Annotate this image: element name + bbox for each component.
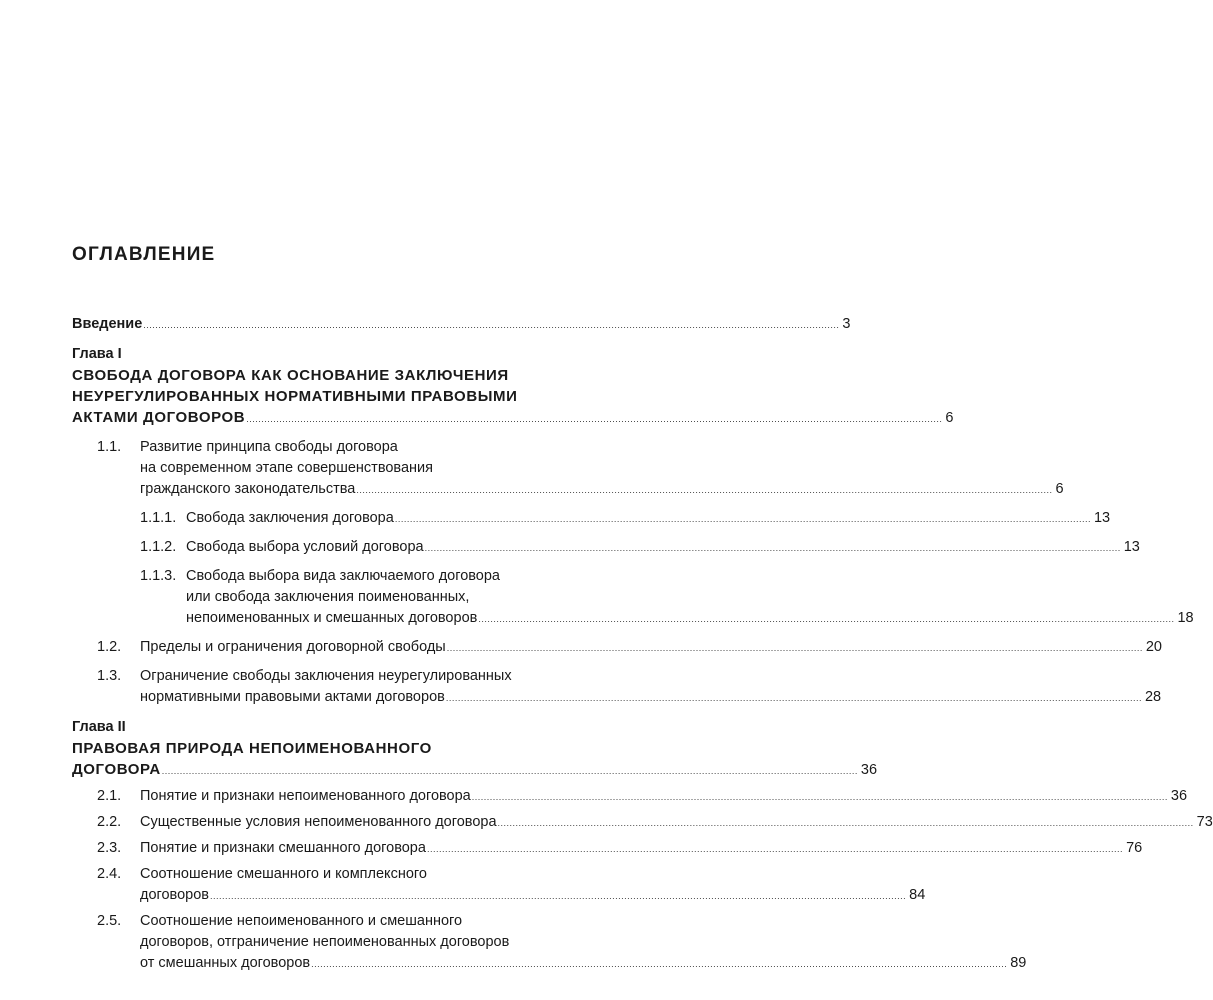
- section-title-line: Развитие принципа свободы договора: [140, 439, 398, 455]
- section-number: 2.1.: [97, 788, 122, 804]
- page-number: 76: [1126, 840, 1143, 856]
- section-title-line: Существенные условия непоименованного договора: [140, 814, 497, 830]
- section-title-line: Понятие и признаки смешанного договора: [140, 840, 426, 856]
- toc-entry-section[interactable]: [72, 666, 1162, 709]
- dot-leader: [425, 538, 1121, 559]
- section-title-line: Ограничение свободы заключения неурегулированных: [140, 668, 512, 684]
- page-number: 18: [1177, 610, 1194, 626]
- section-title-line: гражданского законодательства: [140, 481, 356, 497]
- section-number: 1.2.: [97, 639, 122, 655]
- toc-entry-section[interactable]: [72, 812, 1213, 834]
- section-number: 1.1.: [97, 439, 122, 455]
- page-number: 13: [1123, 539, 1140, 555]
- page-number: 89: [1010, 955, 1027, 971]
- page-number: 6: [1055, 481, 1064, 497]
- dot-leader: [472, 787, 1168, 808]
- dot-leader: [162, 761, 858, 782]
- section-number: 1.1.3.: [140, 568, 177, 584]
- page-number: 6: [945, 410, 954, 426]
- page-number: 28: [1144, 689, 1162, 705]
- section-title-line: Свобода выбора вида заключаемого договора: [186, 568, 500, 584]
- toc-entry-section[interactable]: [72, 786, 1188, 808]
- chapter-title-line: ДОГОВОРА: [72, 761, 161, 778]
- dot-leader: [210, 886, 906, 907]
- toc-entry-subsection[interactable]: [72, 508, 1111, 530]
- section-number: 1.3.: [97, 668, 122, 684]
- toc-entry-section[interactable]: [72, 864, 926, 907]
- toc-entry-section[interactable]: [72, 838, 1143, 860]
- section-number: 2.5.: [97, 913, 122, 929]
- chapter-title-line: АКТАМИ ДОГОВОРОВ: [72, 409, 246, 426]
- page-number: 36: [1170, 788, 1188, 804]
- section-title-line: непоименованных и смешанных договоров: [186, 610, 478, 626]
- section-title-line: Пределы и ограничения договорной свободы: [140, 639, 446, 655]
- dot-leader: [311, 954, 1007, 975]
- page-number: 20: [1145, 639, 1162, 655]
- dot-leader: [498, 813, 1194, 834]
- chapter-title-line: НЕУРЕГУЛИРОВАННЫХ НОРМАТИВНЫМИ ПРАВОВЫМИ: [72, 388, 518, 405]
- section-title-line: Свобода выбора условий договора: [186, 539, 424, 555]
- section-title-line: нормативными правовыми актами договоров: [140, 689, 445, 705]
- page-number: 84: [909, 887, 926, 903]
- dot-leader: [356, 480, 1052, 501]
- section-title-line: Свобода заключения договора: [186, 510, 394, 526]
- dot-leader: [427, 839, 1123, 860]
- dot-leader: [478, 609, 1174, 630]
- section-title-line: Соотношение непоименованного и смешанного: [140, 913, 463, 929]
- section-number: 2.2.: [97, 814, 122, 830]
- section-number: 2.3.: [97, 840, 122, 856]
- dot-leader: [143, 315, 839, 336]
- toc-entry-section[interactable]: [72, 911, 1027, 975]
- section-number: 2.4.: [97, 866, 122, 882]
- chapter-title-line: ПРАВОВАЯ ПРИРОДА НЕПОИМЕНОВАННОГО: [72, 740, 432, 757]
- page-number: 3: [842, 316, 851, 332]
- page-number: 13: [1093, 510, 1111, 526]
- section-title-line: договоров, отграничение непоименованных договоров: [140, 934, 510, 950]
- section-title-line: Соотношение смешанного и комплексного: [140, 866, 427, 882]
- intro-label: Введение: [72, 316, 143, 332]
- chapter-title-line: СВОБОДА ДОГОВОРА КАК ОСНОВАНИЕ ЗАКЛЮЧЕНИЯ: [72, 367, 509, 384]
- dot-leader: [395, 509, 1091, 530]
- page-title: ОГЛАВЛЕНИЕ: [72, 244, 216, 265]
- page-number: 73: [1196, 814, 1213, 830]
- chapter-label: Глава II: [72, 719, 126, 735]
- section-title-line: Понятие и признаки непоименованного договора: [140, 788, 471, 804]
- table-of-contents: [72, 314, 1213, 975]
- dot-leader: [447, 638, 1143, 659]
- dot-leader: [246, 409, 942, 430]
- section-title-line: на современном этапе совершенствования: [140, 460, 433, 476]
- toc-entry-subsection[interactable]: [72, 537, 1140, 559]
- toc-entry-chapter-1[interactable]: [72, 344, 954, 430]
- dot-leader: [446, 688, 1142, 709]
- toc-entry-intro[interactable]: [72, 314, 851, 336]
- section-title-line: договоров: [140, 887, 209, 903]
- toc-entry-section[interactable]: [72, 637, 1162, 659]
- toc-entry-subsection[interactable]: [72, 566, 1194, 630]
- chapter-label: Глава I: [72, 346, 122, 362]
- toc-entry-section[interactable]: [72, 437, 1064, 501]
- section-title-line: или свобода заключения поименованных,: [186, 589, 470, 605]
- page-number: 36: [860, 762, 878, 778]
- toc-entry-chapter-2[interactable]: [72, 717, 878, 782]
- section-number: 1.1.2.: [140, 539, 177, 555]
- section-number: 1.1.1.: [140, 510, 177, 526]
- section-title-line: от смешанных договоров: [140, 955, 311, 971]
